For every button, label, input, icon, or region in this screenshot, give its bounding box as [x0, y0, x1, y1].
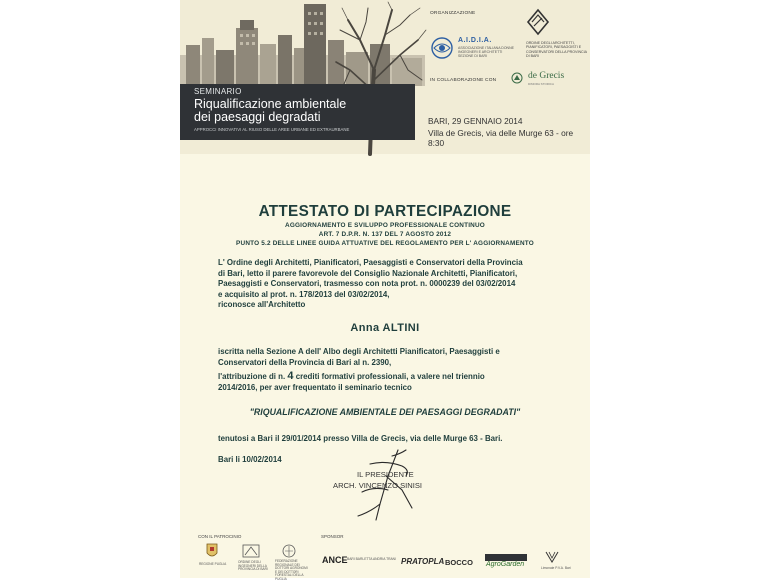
- sponsor-agrogarden: AgroGarden: [486, 561, 525, 568]
- sponsor-ance: ANCE: [322, 555, 348, 565]
- organizzazione-label: ORGANIZZAZIONE: [430, 11, 476, 16]
- sponsor-ance-subtitle: BARI BARLETTA ANDRIA TRANI: [347, 557, 396, 561]
- federazione-agronomi-logo-icon: [282, 544, 296, 558]
- issue-date: Bari li 10/02/2014: [218, 455, 282, 464]
- recognition-line-3: Paesaggisti e Conservatori, trasmesso con nota prot. n. 0000239 del 03/02/2014: [218, 279, 516, 289]
- seminar-label: SEMINARIO: [194, 87, 242, 96]
- event-date: BARI, 29 GENNAIO 2014: [428, 116, 523, 126]
- patron-regione-puglia: REGIONE PUGLIA: [199, 562, 227, 566]
- credits-line-post: crediti formativi professionali, a valere nel triennio: [293, 372, 485, 381]
- patron-ordine-ingegneri: ORDINE DEGLI INGEGNERI DELLA PROVINCIA DI BARI: [238, 560, 268, 572]
- certificate-subtitle-2: ART. 7 D.P.R. N. 137 DEL 7 AGOSTO 2012: [318, 231, 452, 238]
- credits-number: 4: [287, 370, 294, 382]
- seminar-subtitle: APPROCCI INNOVATIVI AL RIUSO DELLE AREE URBANE ED EXTRAURBANE: [194, 127, 350, 132]
- certificate-page: [180, 0, 590, 581]
- patrocinio-label: CON IL PATROCINIO: [198, 534, 242, 539]
- patron-federazione-agronomi: FEDERAZIONE REGIONALE DEI DOTTORI AGRONOMI E DEI DOTTORI FORESTALI DELLA PUGLIA: [275, 559, 308, 581]
- credits-line-1: [218, 371, 563, 383]
- sponsor-label: SPONSOR: [321, 534, 344, 539]
- sponsor-limonaie: Limonaie P.V.A. Bari: [541, 566, 571, 570]
- agrogarden-banner-icon: [485, 554, 527, 561]
- recognition-line-5: riconosce all'Architetto: [218, 300, 306, 310]
- degrecis-name: de Grecis: [528, 71, 565, 81]
- registration-line-1: iscritta nella Sezione A dell' Albo degli Architetti Pianificatori, Paesaggisti e: [218, 347, 500, 356]
- regione-puglia-crest-icon: [205, 542, 219, 560]
- event-place: Villa de Grecis, via delle Murge 63 - ore 8:30: [428, 128, 574, 148]
- ordine-ingegneri-logo-icon: [242, 544, 260, 558]
- degrecis-crest-icon: [511, 72, 523, 84]
- collaborazione-label: IN COLLABORAZIONE CON: [430, 78, 497, 83]
- limonaie-logo-icon: [544, 550, 560, 564]
- ordine-architetti-logo-icon: [526, 8, 550, 36]
- recognition-paragraph: [218, 258, 563, 311]
- seminar-title-line1: Riqualificazione ambientale: [194, 97, 347, 111]
- recipient-name: Anna ALTINI: [350, 322, 420, 334]
- seminar-title-box: [180, 84, 415, 140]
- credits-line-2: 2014/2016, per aver frequentato il seminario tecnico: [218, 382, 412, 392]
- credits-line-pre: l'attribuzione di n.: [218, 372, 288, 381]
- president-name: ARCH. VINCENZO SINISI: [333, 481, 423, 490]
- degrecis-subtitle: DIMORA STORICA: [528, 82, 554, 86]
- recognition-line-2: di Bari, letto il parere favorevole del Consiglio Nazionale Architetti, Pianificatori,: [218, 268, 518, 278]
- header-banner: [180, 0, 590, 154]
- sponsor-pratopla: PRATOPLA: [401, 557, 445, 566]
- certificate-subtitle-1: AGGIORNAMENTO E SVILUPPO PROFESSIONALE CONTINUO: [285, 222, 485, 229]
- president-label: IL PRESIDENTE: [357, 470, 414, 479]
- seminar-quote: "RIQUALIFICAZIONE AMBIENTALE DEI PAESAGGI DEGRADATI": [249, 407, 521, 417]
- recognition-line-1: L' Ordine degli Architetti, Pianificatori, Paesaggisti e Conservatori della Provincia: [218, 258, 523, 267]
- seminar-title: [194, 98, 346, 124]
- sponsor-bocco: BOCCO: [445, 558, 473, 567]
- president-signature: [340, 446, 430, 526]
- recognition-line-4: e acquisito al prot. n. 178/2013 del 03/02/2014,: [218, 289, 390, 299]
- certificate-subtitle-3: PUNTO 5.2 DELLE LINEE GUIDA ATTUATIVE DEL REGOLAMENTO PER L' AGGIORNAMENTO: [236, 240, 534, 247]
- certificate-title: ATTESTATO DI PARTECIPAZIONE: [258, 203, 512, 220]
- registration-paragraph: [218, 347, 563, 368]
- ordine-description: ORDINE DEGLI ARCHITETTI, PIANIFICATORI, PAESAGGISTI E CONSERVATORI DELLA PROVINCIA DI BARI: [526, 41, 587, 58]
- aidia-logo-icon: [430, 36, 454, 60]
- credits-paragraph: [218, 371, 563, 393]
- seminar-title-line2: dei paesaggi degradati: [194, 110, 321, 124]
- registration-line-2: Conservatori della Provincia di Bari al n. 2390,: [218, 357, 392, 367]
- aidia-description: ASSOCIAZIONE ITALIANA DONNE INGEGNERI E ARCHITETTI SEZIONE DI BARI: [458, 46, 514, 58]
- aidia-name: A.I.D.I.A.: [458, 37, 492, 44]
- held-at-line: tenutosi a Bari il 29/01/2014 presso Villa de Grecis, via delle Murge 63 - Bari.: [218, 434, 503, 443]
